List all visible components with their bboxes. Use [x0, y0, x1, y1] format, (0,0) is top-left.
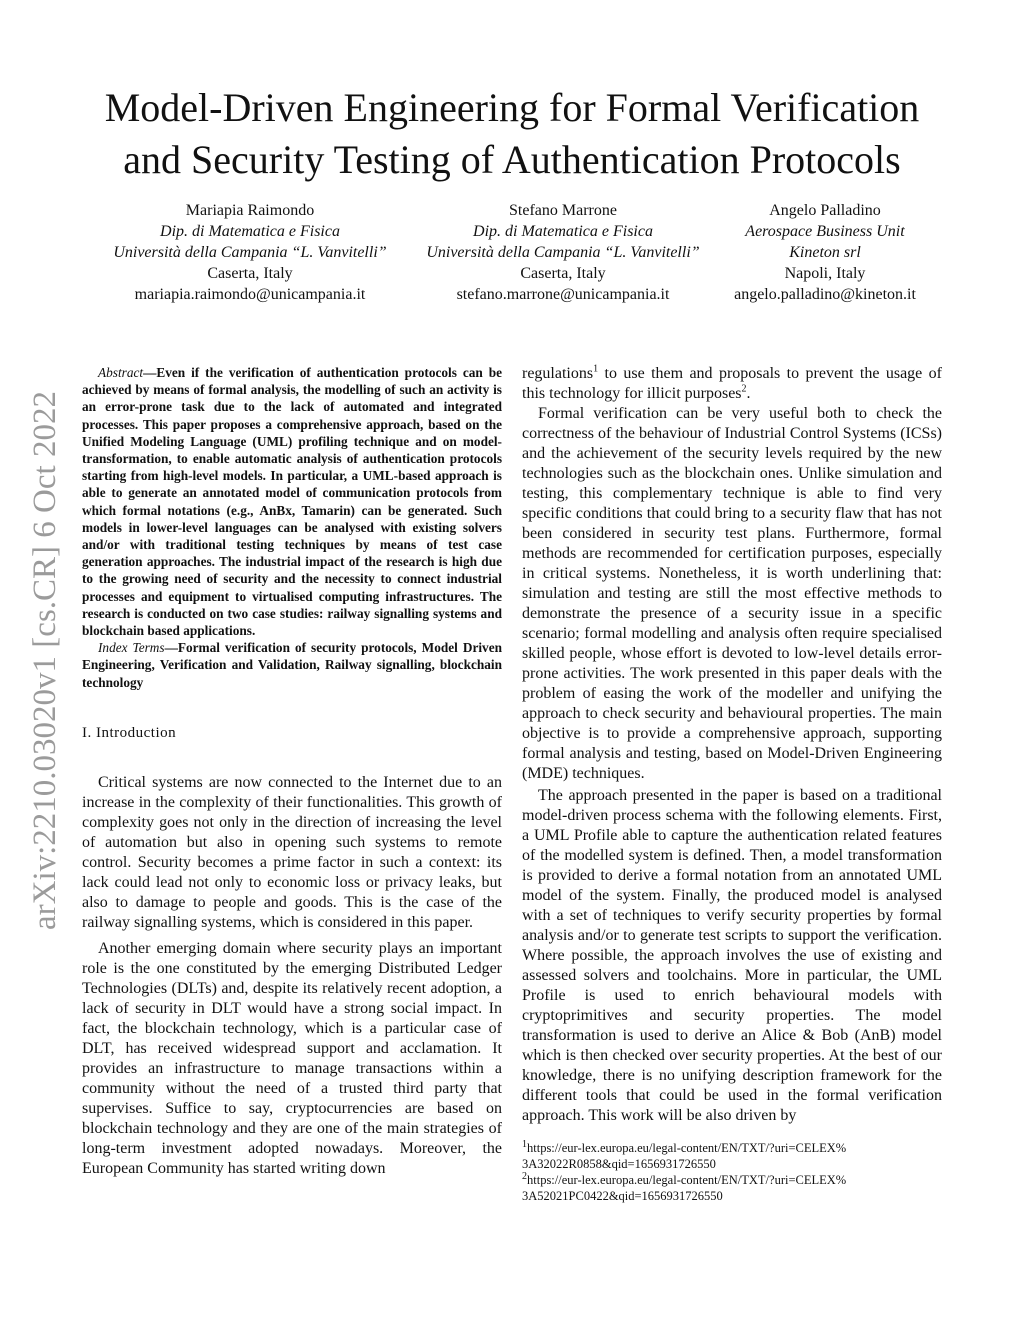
author-city: Caserta, Italy [520, 265, 606, 282]
footnote [522, 1172, 952, 1188]
author-affiliation: Dip. di Matematica e Fisica [160, 223, 340, 240]
body-paragraph: Another emerging domain where security plays an important role is the one constituted by the emerging Distributed Ledger Technologies (DLTs) and, despite its relatively recent adoption, a lack of security in DLT would have a strong social impact. In fact, the blockchain technology, which is a particular case of DLT, has received widespread support and acclamation. It provides an infrastructure to manage transactions within a community without the need of a trusted third party that supervises. Suffice to say, cryptocurrencies are based on blockchain technology and they are one of the main strategies of long-term investment adopted nowadays. Moreover, the European Community has started writing down [82, 939, 502, 1177]
footnote-url[interactable]: https://eur-lex.europa.eu/legal-content/EN/TXT/?uri=CELEX% [527, 1173, 847, 1187]
author-name: Mariapia Raimondo [185, 202, 315, 219]
abstract-text: —Even if the verification of authentication protocols can be achieved by means of formal analysis, the modelling of such an activity is an error-prone task due to the lack of automated and integrated processes. This paper proposes a comprehensive approach, based on the Unified Modeling Language (UML) profiling technique and on model-transformation, to enable automatic analysis of authentication protocols starting from high-level models. In particular, a UML-based approach is able to generate an annotated model of communication protocols from which formal notations (e.g., AnBx, Tamarin) can be generated. Such models in lower-level languages can be analysed with existing solvers and/or with traditional testing techniques by means of test case generation approaches. The industrial impact of the research is high due to the growing need of security and the necessity to connect industrial processes and equipment to virtualised computing infrastructures. The research is conducted on two case studies: railway signalling systems and blockchain based applications. [82, 365, 502, 639]
title-line-2: and Security Testing of Authentication Protocols [123, 137, 901, 182]
section-heading: I. Introduction [82, 724, 177, 741]
footnote-mark: 1 [593, 363, 599, 375]
author-name: Stefano Marrone [509, 202, 617, 219]
author-affiliation: Università della Campania “L. Vanvitelli” [113, 244, 387, 261]
footnotes [522, 1140, 952, 1204]
abstract [82, 364, 502, 639]
index-terms-label: Index Terms [98, 640, 165, 656]
author-block-1 [85, 200, 415, 305]
footnote-url[interactable]: https://eur-lex.europa.eu/legal-content/EN/TXT/?uri=CELEX% [527, 1141, 847, 1155]
footnote-continued[interactable]: 3A32022R0858&qid=1656931726550 [522, 1157, 716, 1171]
author-affiliation: Aerospace Business Unit [745, 223, 905, 240]
index-terms [82, 639, 502, 691]
left-column [82, 364, 502, 1179]
text-run: . [746, 385, 751, 402]
footnote [522, 1140, 952, 1156]
body-paragraph-continued [522, 364, 942, 404]
author-affiliation: Kineton srl [789, 244, 861, 261]
paper-title [60, 82, 964, 186]
body-paragraph: Critical systems are now connected to the Internet due to an increase in the complexity of their functionalities. This growth of complexity goes not only in the direction of increasing the level of automation but also in opening such systems to remote control. Security becomes a prime factor in such a context: its lack could lead not only to economic loss or privacy leaks, but also to damage to people and goods. This is the case of the railway signalling systems, which is considered in this paper. [82, 773, 502, 931]
author-affiliation: Dip. di Matematica e Fisica [473, 223, 653, 240]
text-run: regulations [522, 365, 594, 382]
footnote-number: 1 [522, 1138, 527, 1150]
title-line-1: Model-Driven Engineering for Formal Verification [104, 85, 920, 130]
abstract-label: Abstract [98, 365, 144, 380]
author-affiliation: Università della Campania “L. Vanvitelli” [426, 244, 700, 261]
index-terms-text: —Formal verification of security protocols, Model Driven Engineering, Verification and Validation, Railway signalling, blockchain technology [82, 640, 502, 690]
footnote-continued[interactable]: 3A52021PC0422&qid=1656931726550 [522, 1189, 723, 1203]
author-city: Caserta, Italy [207, 265, 293, 282]
text-run: to use them and proposals to prevent the usage of this technology for illicit purposes [522, 365, 942, 402]
arxiv-stamp: arXiv:2210.03020v1 [cs.CR] 6 Oct 2022 [27, 391, 63, 930]
author-email: angelo.palladino@kineton.it [734, 286, 916, 303]
body-paragraph: The approach presented in the paper is based on a traditional model-driven process schema with the following elements. First, a UML Profile able to capture the authentication related features of the modelled system is defined. Then, a model transformation is provided to derive a formal notation from an annotated UML model of the system. Finally, the produced model is analysed with a set of techniques to verify security properties by formal analysis and/or to generate test scripts to support the verification. Where possible, the approach involves the use of existing and assessed solvers and toolchains. More in particular, the UML Profile is used to enrich behavioural models with cryptoprimitives and security properties. The model transformation is used to derive an Alice & Bob (AnB) model which is then checked over security properties. At the best of our knowledge, there is no unifying description framework for the different tools that could be used in the formal verification approach. This work will be also driven by [522, 787, 942, 1124]
footnote-mark: 2 [741, 383, 747, 395]
author-email: stefano.marrone@unicampania.it [456, 286, 670, 303]
body-paragraph: Formal verification can be very useful both to check the correctness of the behaviour of Industrial Control Systems (ICSs) and the achievement of the security levels required by the new technologies such as the blockchain ones. Unlike simulation and testing, this complementary technique is able to find very specific conditions that could bring to a security flaw that has not been considered in security test plans. Furthermore, formal methods are recommended for certification purposes, especially in critical systems. Nonetheless, it is worth underlining that: simulation and testing are still the most effective methods to demonstrate the presence of a security issue in a specific scenario; formal modelling and analysis often require specialised skilled people, whose effort is devoted to low-level details error-prone activities. The work presented in this paper deals with the problem of easing the work of the modeller and unifying the approach to check security and behavioural properties. The main objective is to provide a comprehensive approach, supporting formal analysis and testing, based on Model-Driven Engineering (MDE) techniques. [522, 405, 942, 782]
author-email: mariapia.raimondo@unicampania.it [134, 286, 366, 303]
author-name: Angelo Palladino [769, 202, 881, 219]
right-column [522, 364, 942, 1126]
author-city: Napoli, Italy [784, 265, 866, 282]
footnote-number: 2 [522, 1170, 527, 1182]
author-block-3 [660, 200, 990, 305]
